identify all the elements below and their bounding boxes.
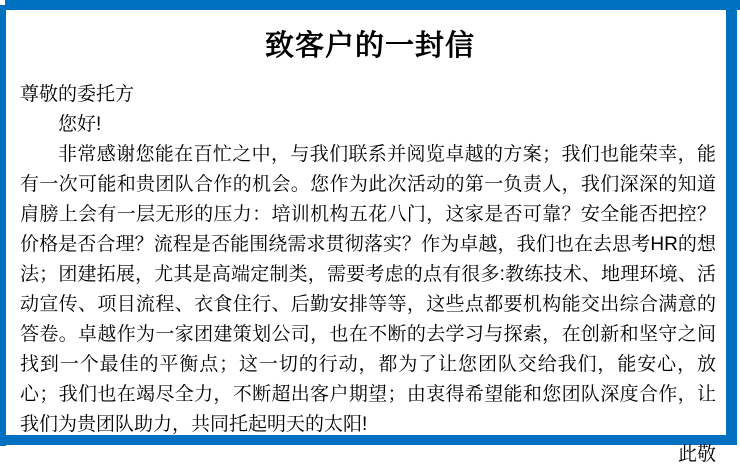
letter-greeting: 您好! bbox=[58, 114, 102, 135]
letter-closing: 此敬 bbox=[677, 444, 716, 465]
letter-salutation: 尊敬的委托方 bbox=[20, 84, 135, 105]
letter-title: 致客户的一封信 bbox=[264, 30, 475, 62]
frame-left-bar bbox=[0, 5, 6, 446]
frame-top-bar bbox=[5, 0, 740, 10]
frame-right-bar bbox=[726, 10, 737, 445]
letter-body-paragraph: 非常感谢您能在百忙之中，与我们联系并阅览卓越的方案；我们也能荣幸，能有一次可能和贵团队合作的机会。您作为此次活动的第一负责人，我们深深的知道肩膀上会有一层无形的压力：培训机构五花八门，这家是否可靠？安全能否把控？价格是否合理？流程是否能围绕需求贯彻落实？作为卓越，我们也在去思考HR的想法；团建拓展，尤其是高端定制类，需要考虑的点有很多:教练技术、地理环境、活动宣传、项目流程、衣食住行、后勤安排等等，这些点都要机构能交出综合满意的答卷。卓越作为一家团建策划公司，也在不断的去学习与探索，在创新和坚守之间找到一个最佳的平衡点；这一切的行动，都为了让您团队交给我们，能安心，放心；我们也在竭尽全力，不断超出客户期望；由衷得希望能和您团队深度合作，让我们为贵团队助力，共同托起明天的太阳! bbox=[20, 144, 716, 435]
letter-content bbox=[20, 80, 716, 470]
